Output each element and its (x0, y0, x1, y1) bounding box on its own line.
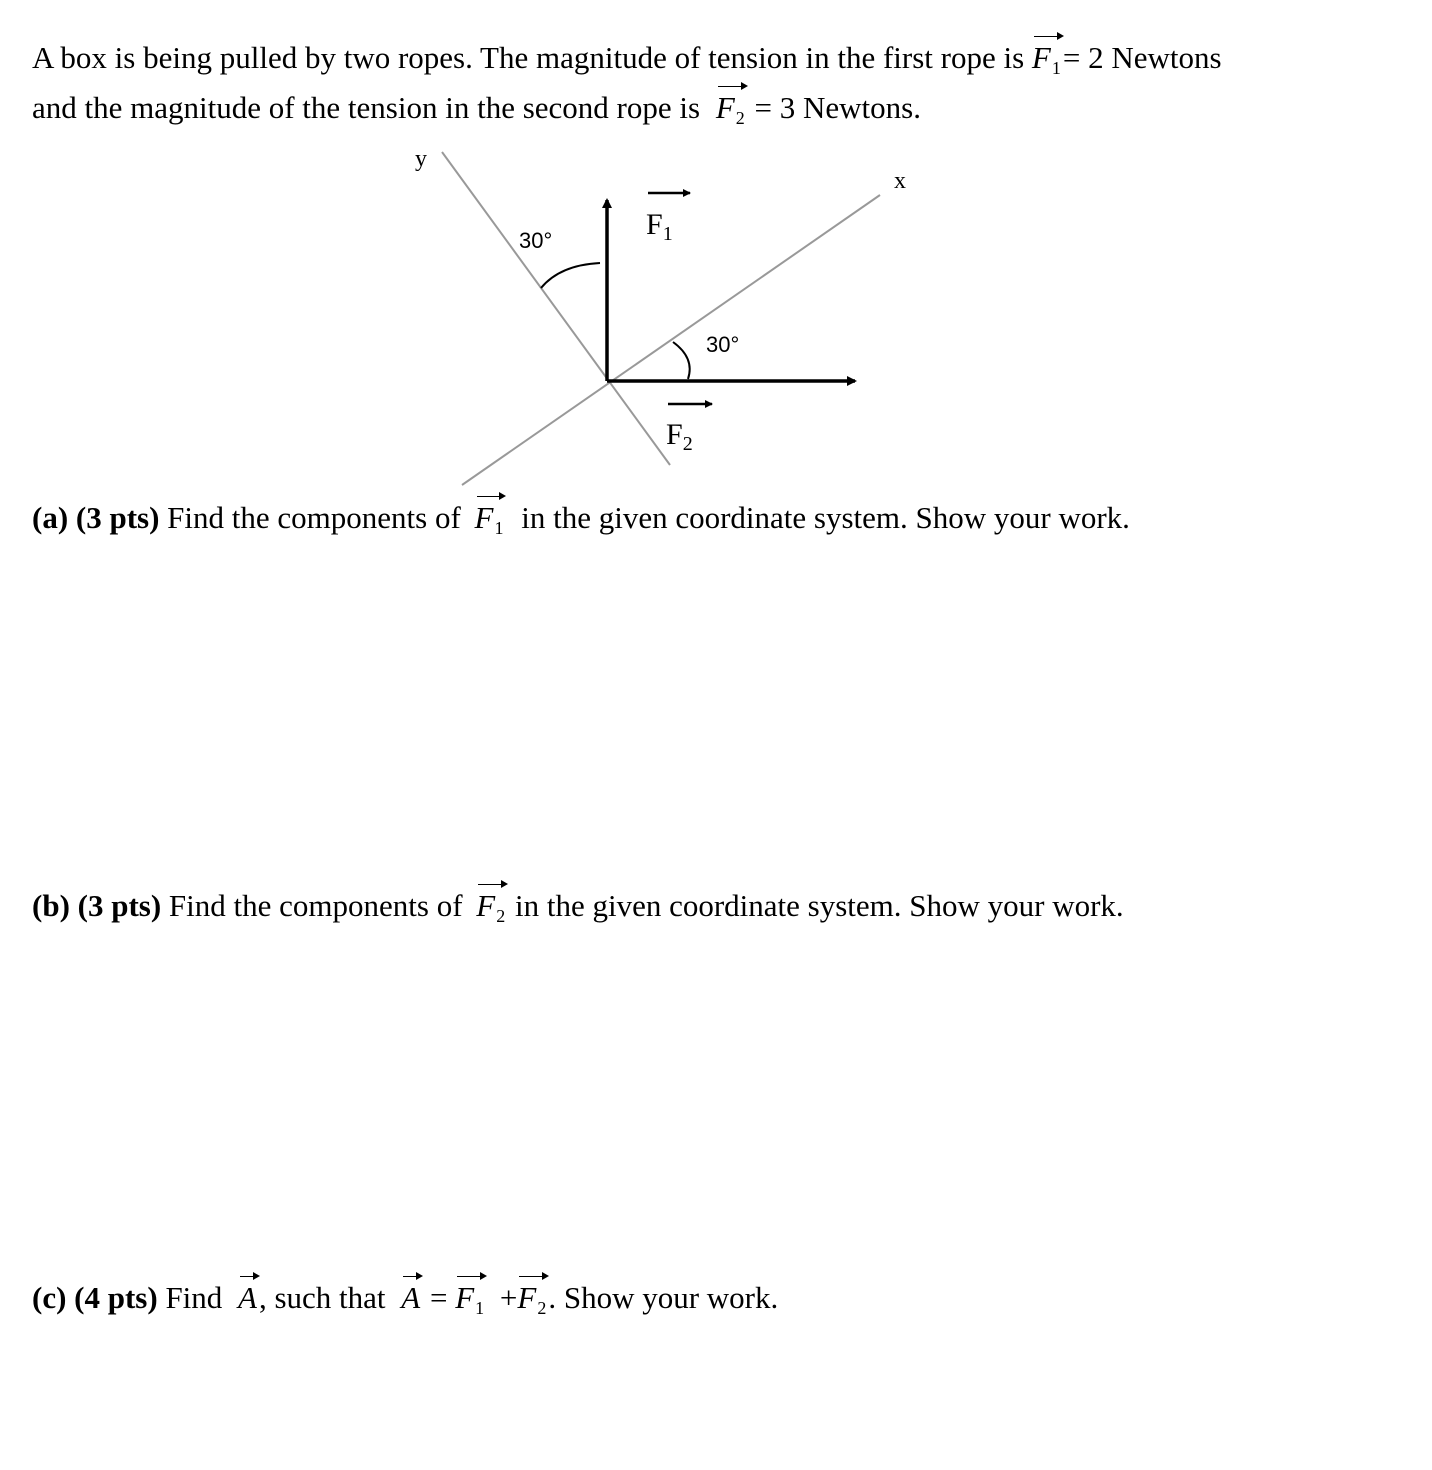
x-axis-label: x (894, 168, 906, 194)
question-c (32, 1278, 778, 1328)
vector-a: A (238, 1278, 259, 1318)
question-a-text: Find the components of (167, 500, 461, 535)
question-b (32, 886, 1124, 936)
plus-sign: + (499, 1280, 518, 1315)
question-c-label: (c) (4 pts) (32, 1280, 158, 1315)
question-a-text-after: in the given coordinate system. Show your work. (521, 500, 1130, 535)
equals-sign: = (429, 1280, 448, 1315)
vector-f2-eq: $F_2$ (517, 1278, 548, 1328)
vector-f1: $F_1$ (475, 498, 506, 548)
intro-text: and the magnitude of the tension in the second rope is (32, 90, 701, 125)
y-axis-line (442, 152, 670, 465)
question-b-text: Find the components of (168, 888, 463, 923)
vector-f2: $F_2$ (476, 886, 507, 936)
y-axis-label: y (415, 146, 427, 172)
angle-arc-right (673, 342, 690, 379)
vector-a-eq: A (401, 1278, 422, 1318)
question-c-such: , such that (258, 1280, 386, 1315)
vector-f2: $F_2$ (716, 88, 747, 138)
question-b-text-after: in the given coordinate system. Show your work. (514, 888, 1124, 923)
question-a (32, 498, 1130, 548)
question-a-label: (a) (3 pts) (32, 500, 160, 535)
f2-label: $F_2$ (666, 418, 693, 455)
vector-f1: $F_1$ (1032, 38, 1063, 88)
angle-label-right: 30° (706, 332, 740, 357)
intro-value: = 2 Newtons (1062, 40, 1222, 75)
force-diagram (0, 0, 1432, 500)
vector-f1-eq: $F_1$ (455, 1278, 486, 1328)
angle-arc-top (541, 263, 600, 288)
question-c-text: Find (165, 1280, 223, 1315)
question-c-text-after: . Show your work. (548, 1280, 779, 1315)
angle-label-top: 30° (519, 228, 553, 253)
intro-value: = 3 Newtons. (754, 90, 921, 125)
intro-text: A box is being pulled by two ropes. The magnitude of tension in the first rope is (32, 40, 1025, 75)
question-b-label: (b) (3 pts) (32, 888, 162, 923)
f1-label: $F_1$ (646, 208, 673, 245)
